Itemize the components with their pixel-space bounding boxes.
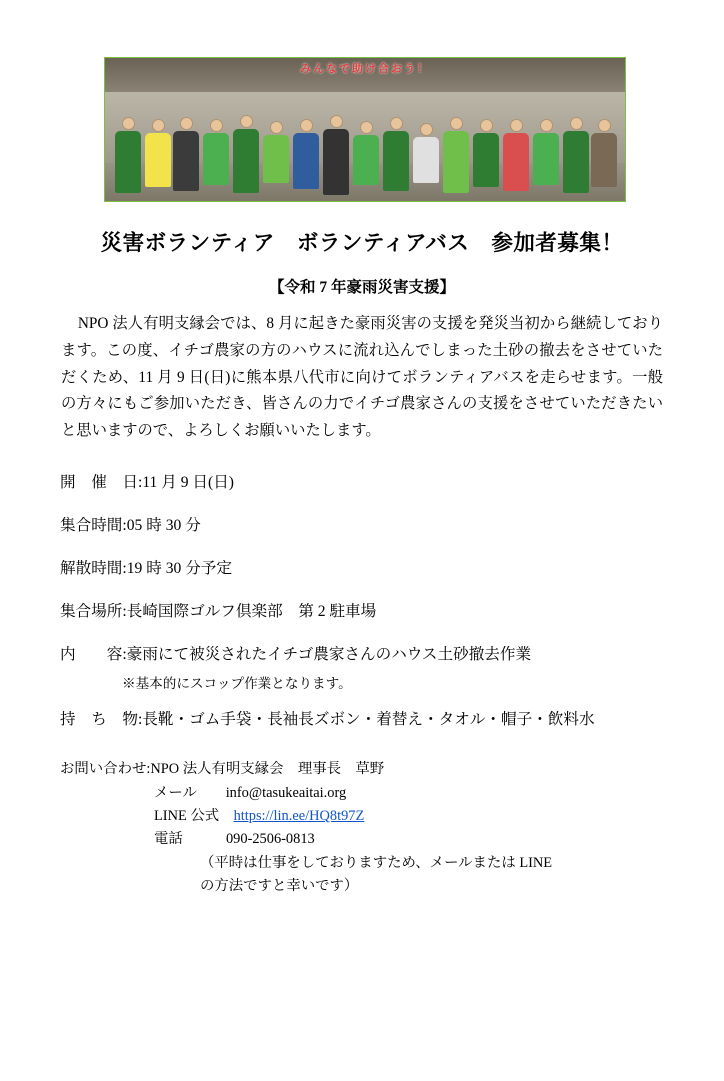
contact-note-line1: （平時は仕事をしておりますため、メールまたは LINE [200, 854, 553, 871]
page-subtitle: 【令和 7 年豪雨災害支援】 [268, 279, 455, 296]
detail-label-belongings: 持 ち 物 [60, 710, 138, 728]
volunteer-group-photo [104, 57, 626, 202]
detail-value-belongings: 長靴・ゴム手袋・長袖長ズボン・着替え・タオル・帽子・飲料水 [142, 710, 595, 728]
detail-separator: : [122, 516, 127, 534]
detail-value-content: 豪雨にて被災されたイチゴ農家さんのハウス土砂撤去作業 [126, 645, 532, 663]
intro-paragraph: NPO 法人有明支縁会では、8 月に起きた豪雨災害の支援を発災当初から継続しております。この度、イチゴ農家の方のハウスに流れ込んでしまった土砂の撤去をさせていただくため、11 月 9 日(日)に熊本県八代市に向けてボランティアバスを走らせます。一般の方々にもご参加いただき、皆さんの力でイチゴ農家さんの支援をさせていただきたいと思いますので、よろしくお願いいたします。 [61, 315, 663, 440]
event-details [60, 471, 664, 733]
detail-row-meeting-time [60, 514, 664, 539]
detail-separator: : [122, 645, 127, 663]
detail-separator: : [122, 602, 127, 620]
contact-tel-label: 電話 [154, 831, 183, 848]
contact-mail-row [60, 782, 664, 805]
detail-note: ※基本的にスコップ作業となります。 [122, 675, 352, 691]
detail-value-dismissal-time: 19 時 30 分予定 [126, 559, 232, 577]
detail-value-date: 11 月 9 日(日) [142, 473, 235, 491]
detail-separator: : [137, 710, 143, 728]
detail-value-meeting-place: 長崎国際ゴルフ倶楽部 第 2 駐車場 [126, 602, 377, 620]
detail-label-meeting-place: 集合場所 [60, 602, 123, 620]
detail-value-meeting-time: 05 時 30 分 [126, 516, 201, 534]
contact-mail-label: メール [154, 784, 197, 801]
contact-line-row [60, 805, 664, 828]
contact-mail-value: info@tasukeaitai.org [225, 784, 347, 801]
detail-separator: : [137, 473, 143, 491]
contact-tel-row [60, 828, 664, 851]
document-page [0, 57, 724, 1081]
detail-label-meeting-time: 集合時間 [60, 516, 123, 534]
detail-label-content: 内 容 [60, 645, 123, 663]
detail-row-belongings [60, 708, 664, 733]
detail-label-dismissal-time: 解散時間 [60, 559, 123, 577]
contact-organization: お問い合わせ:NPO 法人有明支縁会 理事長 草野 [60, 761, 385, 778]
contact-block [60, 758, 664, 898]
photo-people-group [105, 75, 625, 195]
contact-tel-value: 090-2506-0813 [225, 831, 315, 848]
contact-note-line2: の方法ですと幸いです） [200, 878, 359, 895]
detail-separator: : [122, 559, 127, 577]
contact-line-url[interactable]: https://lin.ee/HQ8t97Z [233, 808, 365, 825]
photo-banner-text: みんなで助け合おう！ [300, 63, 430, 75]
detail-row-meeting-place [60, 600, 664, 625]
detail-row-dismissal-time [60, 557, 664, 582]
contact-line-label: LINE 公式 [154, 808, 220, 825]
page-title: 災害ボランティア ボランティアバス 参加者募集！ [100, 231, 624, 255]
detail-row-content [60, 643, 664, 668]
detail-row-date [60, 471, 664, 496]
detail-label-date: 開 催 日 [60, 473, 138, 491]
